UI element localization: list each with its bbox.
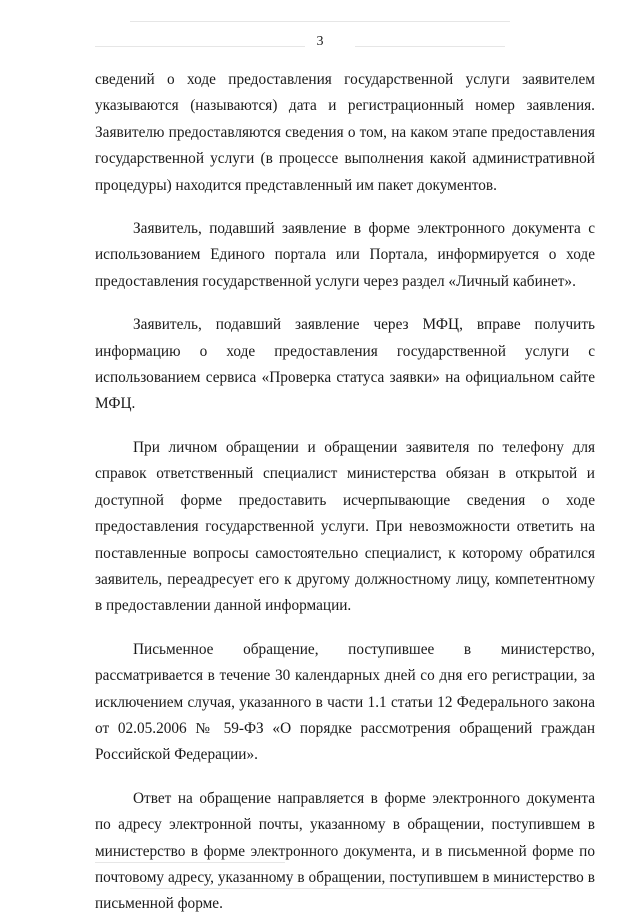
paragraph-response: Ответ на обращение направляется в форме электронного документа по адресу электронной почты, указанному в обращении, поступившем в министерство в форме электронного документа, и в письменной форме по почтовому адресу, указанному в обращении, поступившем в министерство в письменной форме.: [95, 789, 595, 913]
document-body: [95, 67, 595, 918]
paragraph-written-appeal: Письменное обращение, поступившее в министерство, рассматривается в течение 30 календарных дней со дня его регистрации, за исключением случая, указанного в части 1.1 статьи 12 Федерального закона от 02.05.2006 № 59-ФЗ «О порядке рассмотрения обращений граждан Российской Федерации».: [95, 640, 595, 764]
paragraph-mfc-status: Заявитель, подавший заявление через МФЦ, вправе получить информацию о ходе предоставления государственной услуги с использованием сервиса «Проверка статуса заявки» на официальном сайте МФЦ.: [95, 316, 595, 413]
page-number: 3: [316, 34, 324, 49]
scan-artifact: [130, 21, 510, 22]
scan-artifact: [130, 888, 550, 889]
paragraph-status-info: сведений о ходе предоставления государственной услуги заявителем указываются (называются) дата и регистрационный номер заявления. Заявителю предоставляются сведения о том, на каком этапе предоставления государственной услуги (в процессе выполнения какой административной процедуры) находится представленный им пакет документов.: [95, 71, 595, 194]
scan-artifact: [95, 862, 285, 863]
paragraph-personal-appeal: При личном обращении и обращении заявителя по телефону для справок ответственный специалист министерства обязан в открытой и доступной форме предоставить исчерпывающие сведения о ходе предоставления государственной услуги. При невозможности ответить на поставленные вопросы самостоятельно специалист, к которому обратился заявитель, переадресует его к другому должностному лицу, компетентному в предоставлении данной информации.: [95, 438, 595, 615]
paragraph-personal-account: Заявитель, подавший заявление в форме электронного документа с использованием Единого портала или Портала, информируется о ходе предоставления государственной услуги через раздел «Личный кабинет».: [95, 220, 595, 290]
